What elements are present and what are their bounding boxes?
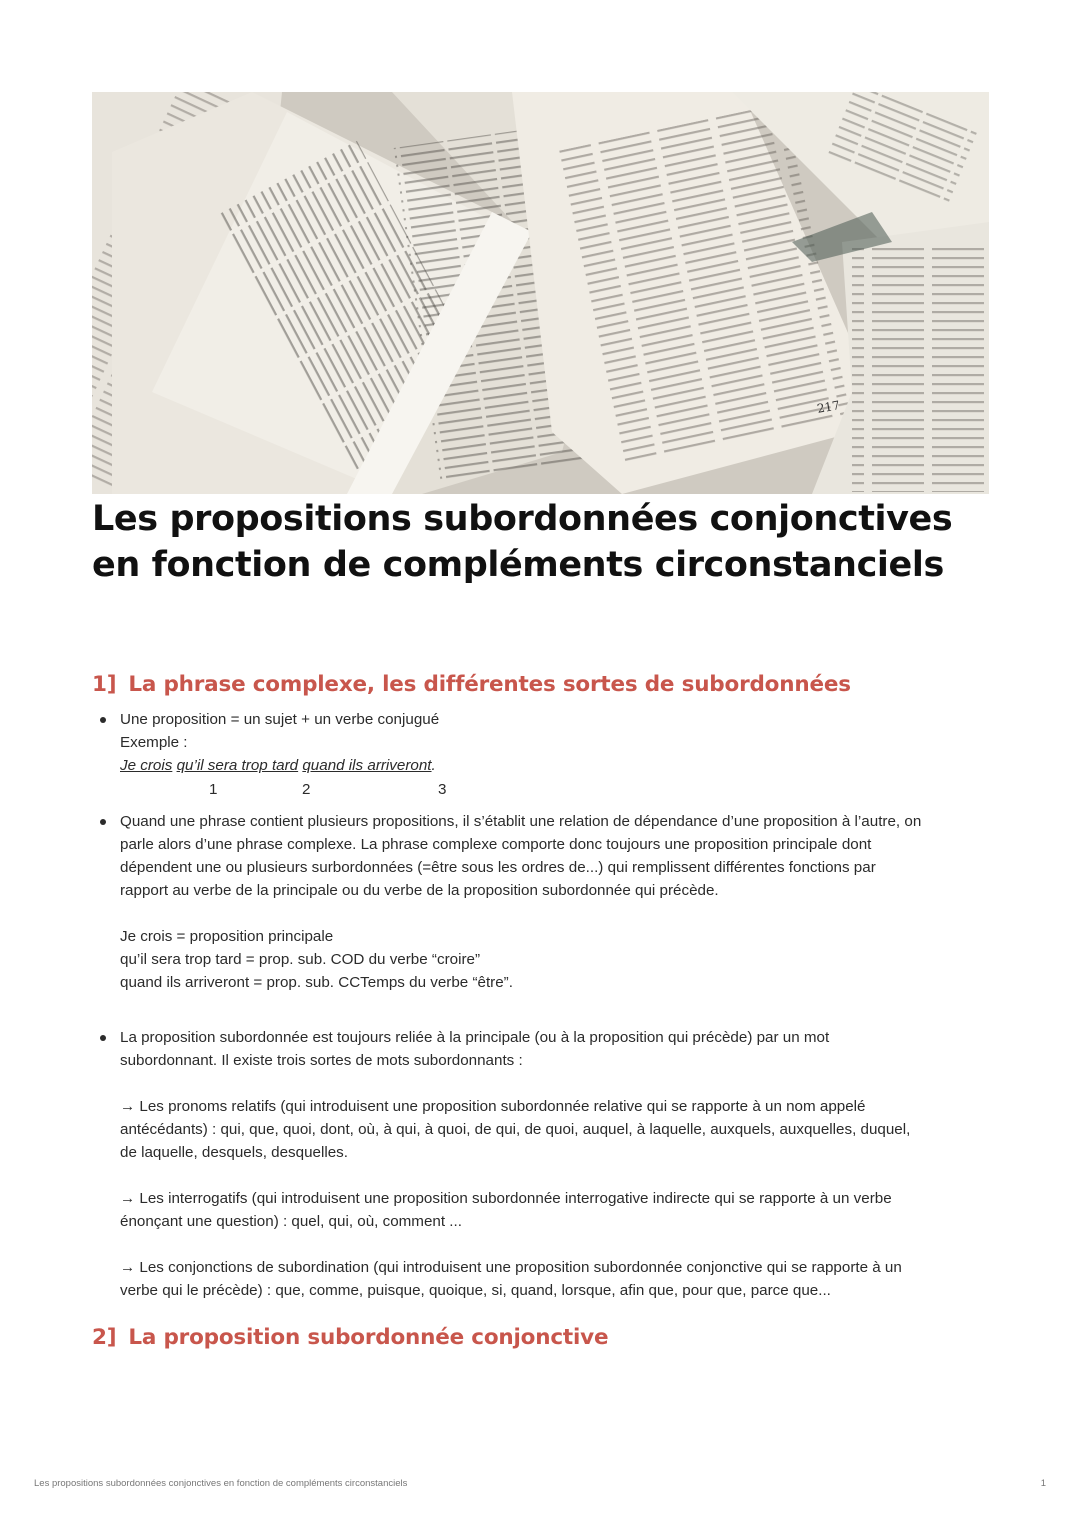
interrogatifs-line: énonçant une question) : quel, qui, où, comment ... — [120, 1213, 462, 1230]
paragraph-line: dépendent une ou plusieurs surbordonnées (=être sous les ordres de...) qui remplissent différentes fonctions par — [120, 859, 876, 876]
cover-image — [92, 92, 989, 494]
section-2-title: La proposition subordonnée conjonctive — [128, 1325, 609, 1350]
relatifs-line: de laquelle, desquels, desquelles. — [120, 1144, 348, 1161]
section-2-number: 2] — [92, 1325, 117, 1350]
bullet-dot — [100, 819, 106, 825]
paragraph-line: Quand une phrase contient plusieurs propositions, il s’établit une relation de dépendance d’une proposition à l’autre, on — [120, 813, 922, 830]
bullet-dot — [100, 717, 106, 723]
example-part-2: qu’il sera trop tard — [176, 757, 299, 774]
section-2-heading — [92, 1325, 608, 1350]
example-part-3: quand ils arriveront — [302, 757, 432, 774]
example-sentence — [120, 754, 436, 777]
paragraph-line: La proposition subordonnée est toujours reliée à la principale (ou à la proposition qui précède) par un mot — [120, 1029, 830, 1046]
footer-text: Les propositions subordonnées conjonctives en fonction de compléments circonstanciels — [34, 1478, 408, 1489]
bullet-dot — [100, 1035, 106, 1041]
example-part-1: Je crois — [120, 757, 173, 774]
paragraph-line: rapport au verbe de la principale ou du verbe de la proposition subordonnée qui précède. — [120, 882, 719, 899]
example-mark-2: 2 — [302, 781, 311, 798]
example-mark-1: 1 — [209, 781, 218, 798]
page-title: Les propositions subordonnées conjonctives en fonction de compléments circonstanciels — [92, 499, 953, 585]
section-1-heading — [92, 672, 851, 697]
section-1-title: La phrase complexe, les différentes sortes de subordonnées — [128, 672, 851, 697]
cover-page-number: 217 — [815, 398, 841, 416]
analysis-line: quand ils arriveront = prop. sub. CCTemps du verbe “être”. — [120, 974, 513, 991]
conjonctions-line: → Les conjonctions de subordination (qui introduisent une proposition subordonnée conjonctive qui se rapporte à un — [120, 1259, 902, 1276]
relatifs-line: antécédants) : qui, que, quoi, dont, où, à qui, à quoi, de qui, de quoi, auquel, à laquelle, auxquels, auxquelles, duquel, — [120, 1121, 911, 1138]
footer-page-number: 1 — [1040, 1478, 1046, 1489]
analysis-line: Je crois = proposition principale — [120, 928, 334, 945]
example-end: . — [431, 757, 436, 774]
paragraph-line: subordonnant. Il existe trois sortes de mots subordonnants : — [120, 1052, 523, 1069]
relatifs-line: → Les pronoms relatifs (qui introduisent une proposition subordonnée relative qui se rapporte à un nom appelé — [120, 1098, 866, 1115]
paragraph-line: parle alors d’une phrase complexe. La phrase complexe comporte donc toujours une proposition principale dont — [120, 836, 872, 853]
analysis-line: qu’il sera trop tard = prop. sub. COD du verbe “croire” — [120, 951, 481, 968]
section-1-number: 1] — [92, 672, 117, 697]
example-mark-3: 3 — [438, 781, 447, 798]
example-label: Exemple : — [120, 734, 188, 751]
conjonctions-line: verbe qui le précède) : que, comme, puisque, quoique, si, quand, lorsque, afin que, pour que, parce que... — [120, 1282, 831, 1299]
proposition-definition: Une proposition = un sujet + un verbe conjugué — [120, 711, 440, 728]
interrogatifs-line: → Les interrogatifs (qui introduisent une proposition subordonnée interrogative indirecte qui se rapporte à un verbe — [120, 1190, 892, 1207]
